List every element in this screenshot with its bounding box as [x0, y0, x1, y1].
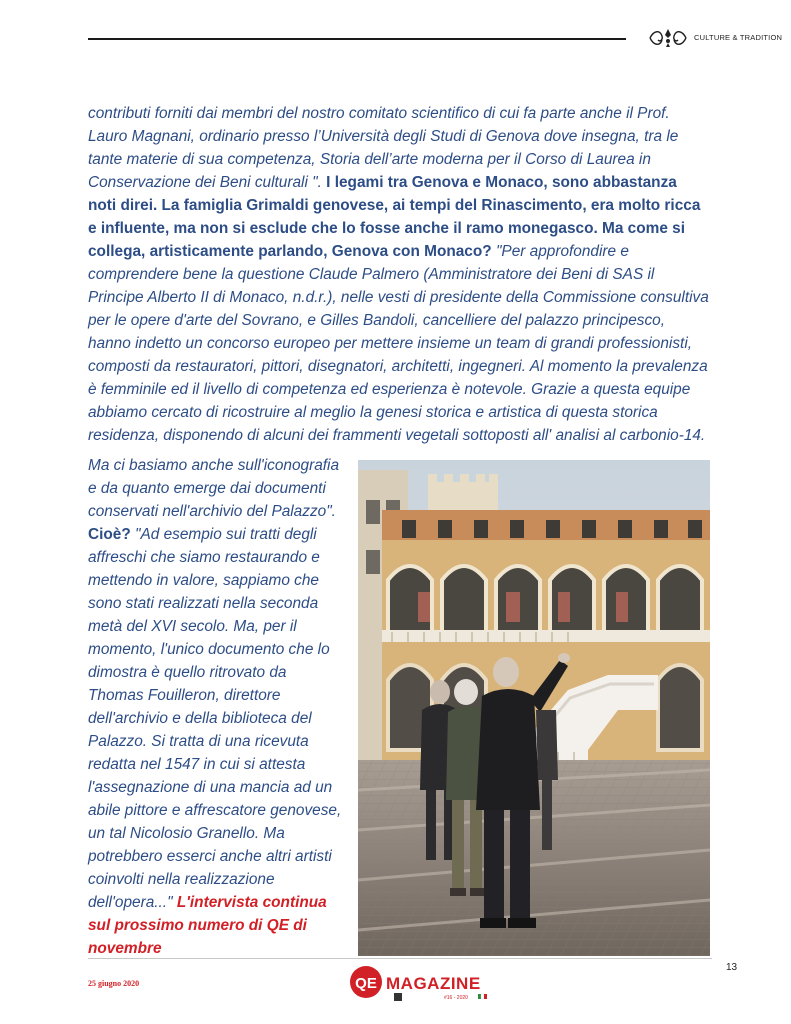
text-segment: conservati nell'archivio del Palazzo".	[88, 503, 336, 520]
text-line	[88, 171, 718, 194]
text-line	[88, 286, 718, 309]
column-line	[88, 684, 356, 707]
column-line	[88, 753, 356, 776]
text-segment: I legami tra Genova e Monaco, sono abbastanza	[326, 174, 677, 191]
column-line	[88, 546, 356, 569]
text-segment: hanno indetto un concorso europeo per mettere insieme un team di grandi professionisti,	[88, 335, 693, 352]
text-segment: Conservazione dei Beni culturali ".	[88, 174, 327, 191]
text-line	[88, 332, 718, 355]
column-line	[88, 500, 356, 523]
column-line	[88, 730, 356, 753]
text-segment: e influente, ma non si esclude che lo fosse anche il ramo monegasco. Ma come si	[88, 220, 685, 237]
column-line	[88, 845, 356, 868]
section-label: CULTURE & TRADITION	[694, 33, 783, 42]
text-line	[88, 424, 718, 447]
column-line	[88, 615, 356, 638]
text-segment: noti direi. La famiglia Grimaldi genovese, ai tempi del Rinascimento, era molto ricca	[88, 197, 701, 214]
text-segment: tante materie di sua competenza, Storia dell’arte moderna per il Corso di Laurea in	[88, 151, 651, 168]
logo-mark: QE	[355, 975, 377, 992]
text-segment: sono stati realizzati nella seconda	[88, 595, 319, 612]
palace-courtyard-photo	[358, 460, 710, 956]
text-segment: mettendo in valore, sappiamo che	[88, 572, 319, 589]
text-line	[88, 194, 718, 217]
text-segment: Lauro Magnani, ordinario presso l’Università degli Studi di Genova dove insegna, tra le	[88, 128, 679, 145]
article-text	[88, 102, 718, 447]
column-line	[88, 523, 356, 546]
text-segment: dell'archivio e della biblioteca del	[88, 710, 312, 727]
column-line	[88, 868, 356, 891]
text-segment: per le opere d'arte del Sovrano, e Gilles Bandoli, cancelliere del palazzo principesco,	[88, 312, 665, 329]
text-segment: novembre	[88, 940, 162, 957]
header-rule	[88, 38, 626, 40]
text-segment: metà del XVI secolo. Ma, per il	[88, 618, 297, 635]
text-segment: comprendere bene la questione Claude Palmero (Amministratore dei Beni di SAS il	[88, 266, 655, 283]
column-line	[88, 891, 356, 914]
ornament-icon	[648, 26, 688, 50]
text-segment: Cioè?	[88, 526, 131, 543]
column-line	[88, 799, 356, 822]
text-line	[88, 401, 718, 424]
text-segment: è femminile ed il livello di competenza ed esperienza è notevole. Grazie a questa equipe	[88, 381, 691, 398]
text-segment: abbiamo cercato di ricostruire al meglio la genesi storica e artistica di questa storica	[88, 404, 658, 421]
text-segment: potrebbero esserci anche altri artisti	[88, 848, 332, 865]
column-line	[88, 937, 356, 960]
column-line	[88, 638, 356, 661]
column-line	[88, 776, 356, 799]
qe-magazine-logo	[348, 963, 494, 1001]
text-line	[88, 240, 718, 263]
column-line	[88, 707, 356, 730]
column-line	[88, 454, 356, 477]
text-segment: "Ad esempio sui tratti degli	[130, 526, 317, 543]
logo-text: MAGAZINE	[386, 974, 481, 993]
article-column	[88, 454, 356, 960]
text-segment: affreschi che siamo restaurando e	[88, 549, 320, 566]
text-segment: l'assegnazione di una mancia ad un	[88, 779, 333, 796]
text-segment: Ma ci basiamo anche sull'iconografia	[88, 457, 340, 474]
text-line	[88, 102, 718, 125]
text-segment: Thomas Fouilleron, direttore	[88, 687, 281, 704]
text-segment: dell'opera..."	[88, 894, 177, 911]
text-segment: coinvolti nella realizzazione	[88, 871, 275, 888]
text-segment: Palazzo. Si tratta di una ricevuta	[88, 733, 309, 750]
text-segment: composti da restauratori, pittori, disegnatori, architetti, ingegneri. Al momento la prevalenza	[88, 358, 708, 375]
footer-rule	[88, 958, 712, 959]
text-line	[88, 125, 718, 148]
text-segment: e da quanto emerge dai documenti	[88, 480, 326, 497]
text-segment: contributi forniti dai membri del nostro comitato scientifico di cui fa parte anche il Prof.	[88, 105, 670, 122]
text-segment: redatta nel 1547 in cui si attesta	[88, 756, 306, 773]
text-line	[88, 309, 718, 332]
text-segment: dimostra è quello ritrovato da	[88, 664, 287, 681]
text-segment: "Per approfondire e	[491, 243, 629, 260]
text-segment: abile pittore e affrescatore genovese,	[88, 802, 342, 819]
text-segment: collega, artisticamente parlando, Genova con Monaco?	[88, 243, 492, 260]
text-segment: Principe Alberto II di Monaco, n.d.r.), nelle vesti di presidente della Commissione consultiva	[88, 289, 709, 306]
text-line	[88, 148, 718, 171]
text-segment: un tal Nicolosio Granello. Ma	[88, 825, 285, 842]
text-segment: L'intervista continua	[176, 894, 327, 911]
text-line	[88, 263, 718, 286]
text-segment: residenza, disponendo di alcuni dei frammenti vegetali sottoposti all' analisi al carbonio-14.	[88, 427, 706, 444]
text-line	[88, 355, 718, 378]
column-line	[88, 569, 356, 592]
column-line	[88, 477, 356, 500]
text-line	[88, 378, 718, 401]
text-line	[88, 217, 718, 240]
column-line	[88, 661, 356, 684]
column-line	[88, 592, 356, 615]
text-segment: momento, l'unico documento che lo	[88, 641, 330, 658]
issue-date: 25 giugno 2020	[88, 979, 140, 988]
column-line	[88, 822, 356, 845]
text-segment: sul prossimo numero di QE di	[88, 917, 307, 934]
column-line	[88, 914, 356, 937]
page-number: 13	[726, 962, 738, 973]
issue-number: #16 - 2020	[444, 995, 468, 1001]
